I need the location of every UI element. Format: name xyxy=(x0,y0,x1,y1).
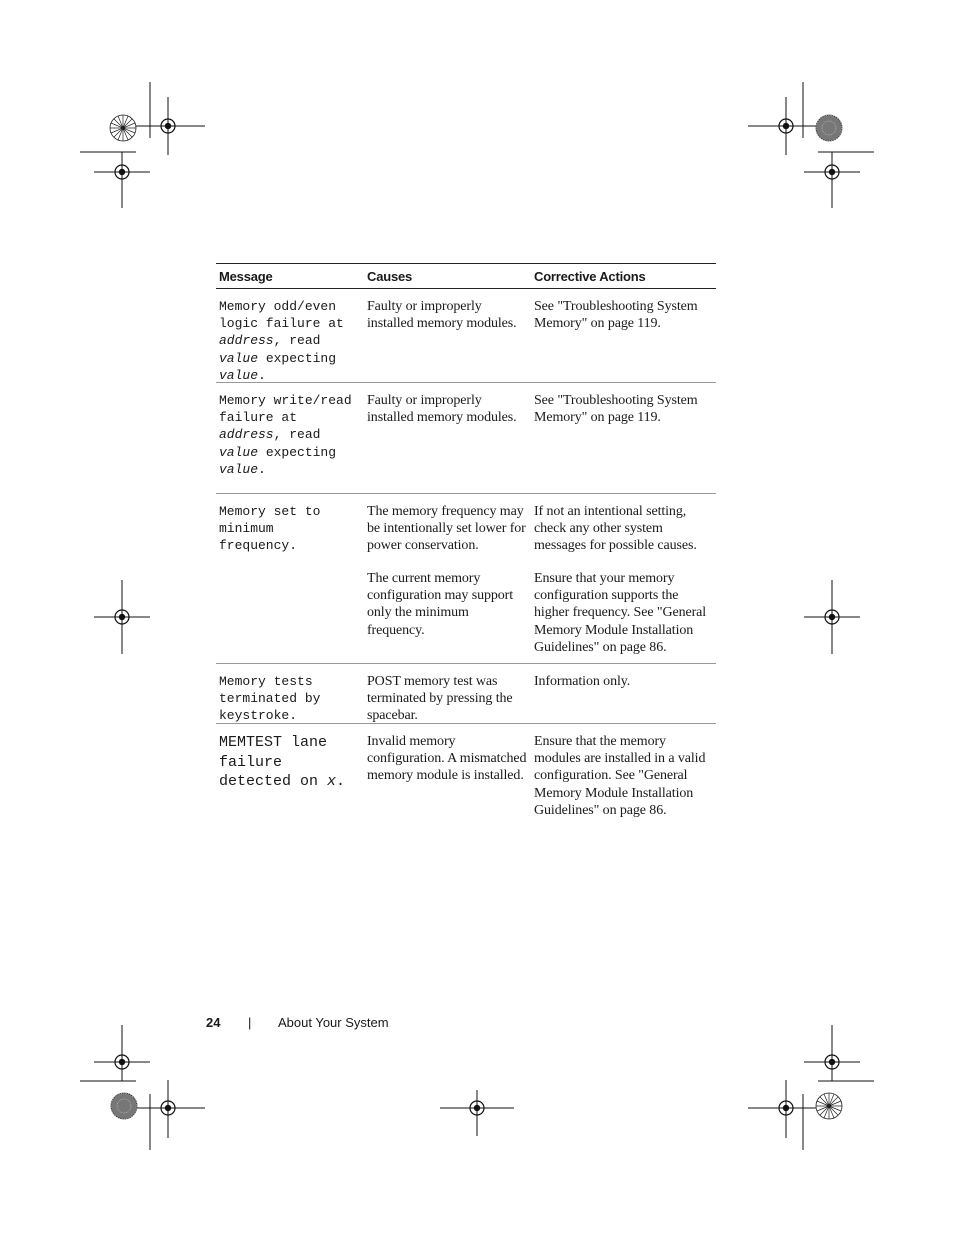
action-cell: Ensure that your memory configuration supports the higher frequency. See "General Memory Module Installation Guidelines" on page 86. xyxy=(534,571,707,655)
action-cell: If not an intentional setting, check any other system messages for possible causes. xyxy=(534,504,697,554)
action-cell: Information only. xyxy=(534,674,631,689)
message-cell: Memory odd/even logic failure at address, read value expecting value. xyxy=(219,299,344,383)
table-row xyxy=(216,289,716,383)
cause-cell: Invalid memory configuration. A mismatched memory module is installed. xyxy=(367,734,527,784)
cause-cell: Faulty or improperly installed memory modules. xyxy=(367,299,517,332)
message-cell: Memory write/read failure at address, read value expecting value. xyxy=(219,393,352,477)
message-cell: MEMTEST lane failure detected on x. xyxy=(219,734,346,790)
cause-action-pair xyxy=(364,562,716,662)
table-row xyxy=(216,724,716,819)
cause-cell: The current memory configuration may support only the minimum frequency. xyxy=(367,571,514,638)
cause-cell: Faulty or improperly installed memory modules. xyxy=(367,393,517,426)
header-causes: Causes xyxy=(367,268,413,284)
cause-action-group xyxy=(364,494,716,663)
header-corrective-actions: Corrective Actions xyxy=(534,268,646,284)
page-number: 24 xyxy=(206,1015,221,1030)
table-row xyxy=(216,494,716,664)
message-cell: Memory tests terminated by keystroke. xyxy=(219,674,321,724)
header-message: Message xyxy=(219,268,273,284)
cause-cell: The memory frequency may be intentionally set lower for power conservation. xyxy=(367,504,526,554)
table-row xyxy=(216,383,716,494)
error-message-table xyxy=(216,263,716,819)
action-cell: See "Troubleshooting System Memory" on page 119. xyxy=(534,393,698,426)
footer-separator: | xyxy=(248,1015,252,1030)
section-title: About Your System xyxy=(278,1015,389,1030)
table-header xyxy=(216,263,716,289)
cause-cell: POST memory test was terminated by pressing the spacebar. xyxy=(367,674,513,724)
message-cell: Memory set to minimum frequency. xyxy=(219,504,321,554)
cause-action-pair xyxy=(364,494,716,562)
table-row xyxy=(216,664,716,724)
action-cell: See "Troubleshooting System Memory" on page 119. xyxy=(534,299,698,332)
action-cell: Ensure that the memory modules are installed in a valid configuration. See "General Memory Module Installation Guidelines" on page 86. xyxy=(534,734,706,818)
